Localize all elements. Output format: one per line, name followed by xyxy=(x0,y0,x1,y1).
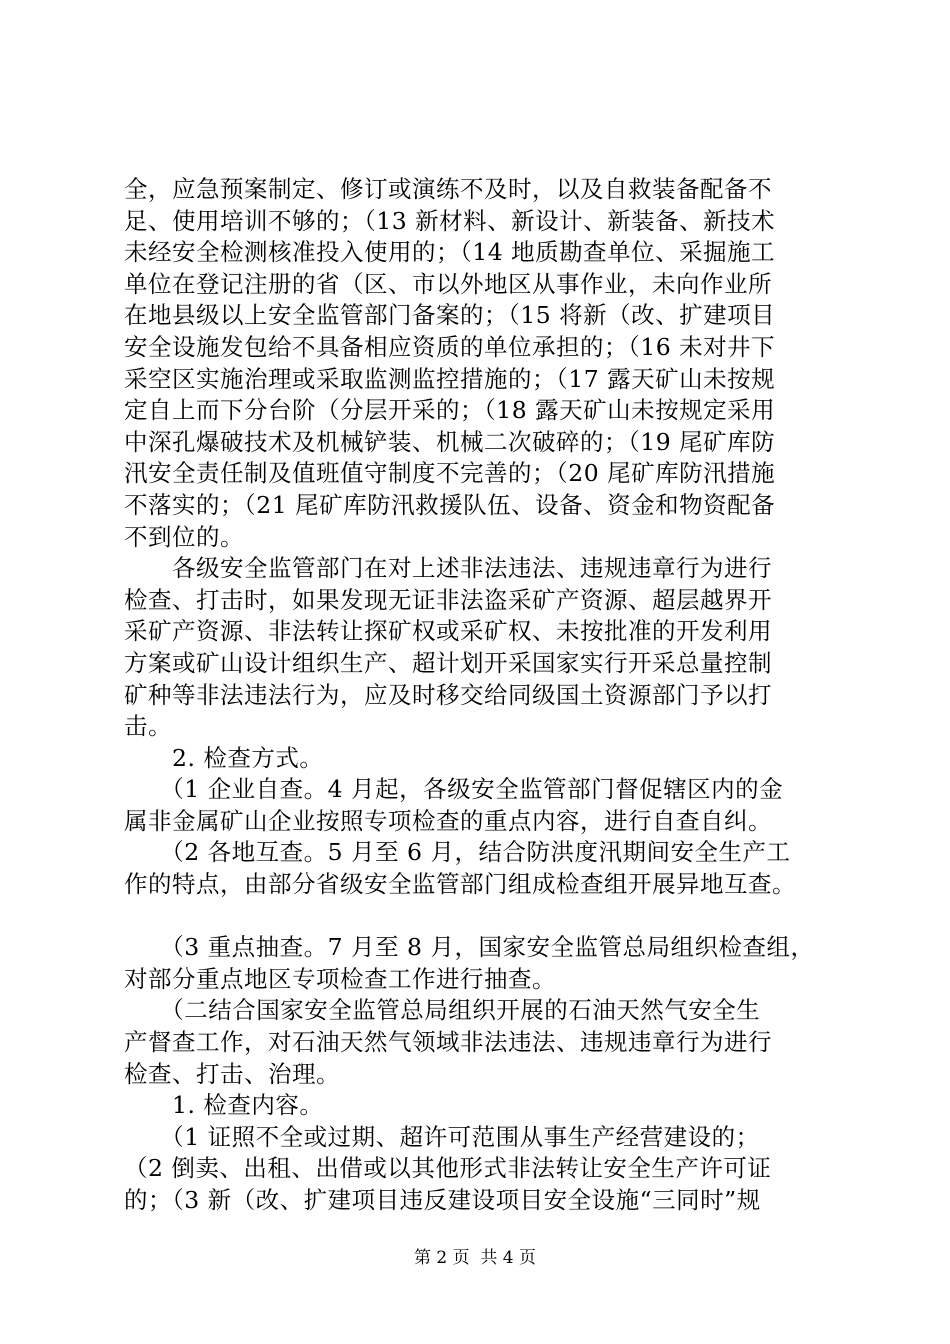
text-line: 属非金属矿山企业按照专项检查的重点内容，进行自查自纠。 xyxy=(124,806,772,835)
paragraph-start: 各级安全监管部门在对上述非法违法、违规违章行为进行 xyxy=(124,554,772,583)
text-line: 在地县级以上安全监管部门备案的；（15 将新（改、扩建项目 xyxy=(124,301,776,330)
text-line: 安全设施发包给不具备相应资质的单位承担的；（16 未对井下 xyxy=(124,332,776,361)
text-line: 作的特点，由部分省级安全监管部门组成检查组开展异地互查。 xyxy=(124,870,796,899)
text-line: 检查、打击、治理。 xyxy=(124,1059,340,1088)
text-line: 不到位的。 xyxy=(124,522,244,551)
text-line: 中深孔爆破技术及机械铲装、机械二次破碎的；（19 尾矿库防 xyxy=(124,427,776,456)
text-line: 单位在登记注册的省（区、市以外地区从事作业，未向作业所 xyxy=(124,269,772,298)
section-heading: 1. 检查内容。 xyxy=(124,1091,324,1120)
paragraph-start: （3 重点抽查。7 月至 8 月，国家安全监管总局组织检查组， xyxy=(124,933,815,962)
text-line: 方案或矿山设计组织生产、超计划开采国家实行开采总量控制 xyxy=(124,648,772,677)
text-line: 的；（3 新（改、扩建项目违反建设项目安全设施“三同时”规 xyxy=(124,1186,761,1214)
text-line: 不落实的；（21 尾矿库防汛救援队伍、设备、资金和物资配备 xyxy=(124,490,776,519)
text-line: 全，应急预案制定、修订或演练不及时，以及自救装备配备不 xyxy=(124,175,772,203)
page-footer: 第 2 页 共 4 页 xyxy=(413,1248,537,1268)
text-line: 检查、打击时，如果发现无证非法盗采矿产资源、超层越界开 xyxy=(124,585,772,614)
paragraph-start: （二结合国家安全监管总局组织开展的石油天然气安全生 xyxy=(124,996,761,1025)
text-line: 采矿产资源、非法转让探矿权或采矿权、未按批准的开发利用 xyxy=(124,617,772,646)
text-line: 产督查工作，对石油天然气领域非法违法、违规违章行为进行 xyxy=(124,1028,772,1057)
text-line: 击。 xyxy=(124,712,172,741)
paragraph-start: （1 企业自查。4 月起，各级安全监管部门督促辖区内的金 xyxy=(124,775,784,804)
text-line: 汛安全责任制及值班值守制度不完善的；（20 尾矿库防汛措施 xyxy=(124,459,776,488)
text-line: 对部分重点地区专项检查工作进行抽查。 xyxy=(124,964,556,993)
text-line: 矿种等非法违法行为，应及时移交给同级国土资源部门予以打 xyxy=(124,680,772,709)
text-line: 定自上而下分台阶（分层开采的；（18 露天矿山未按规定采用 xyxy=(124,396,776,425)
paragraph-start: （1 证照不全或过期、超许可范围从事生产经营建设的； xyxy=(124,1122,760,1151)
blank-line xyxy=(124,901,844,933)
text-line: 足、使用培训不够的；（13 新材料、新设计、新装备、新技术 xyxy=(124,206,776,235)
paragraph-start: （2 各地互查。5 月至 6 月，结合防洪度汛期间安全生产工 xyxy=(124,838,791,867)
text-line: 未经安全检测核准投入使用的；（14 地质勘查单位、采掘施工 xyxy=(124,238,776,267)
document-body xyxy=(124,174,844,1217)
text-line: （2 倒卖、出租、出借或以其他形式非法转让安全生产许可证 xyxy=(124,1154,772,1183)
text-line: 采空区实施治理或采取监测监控措施的；（17 露天矿山未按规 xyxy=(124,364,776,393)
section-heading: 2. 检查方式。 xyxy=(124,743,324,772)
